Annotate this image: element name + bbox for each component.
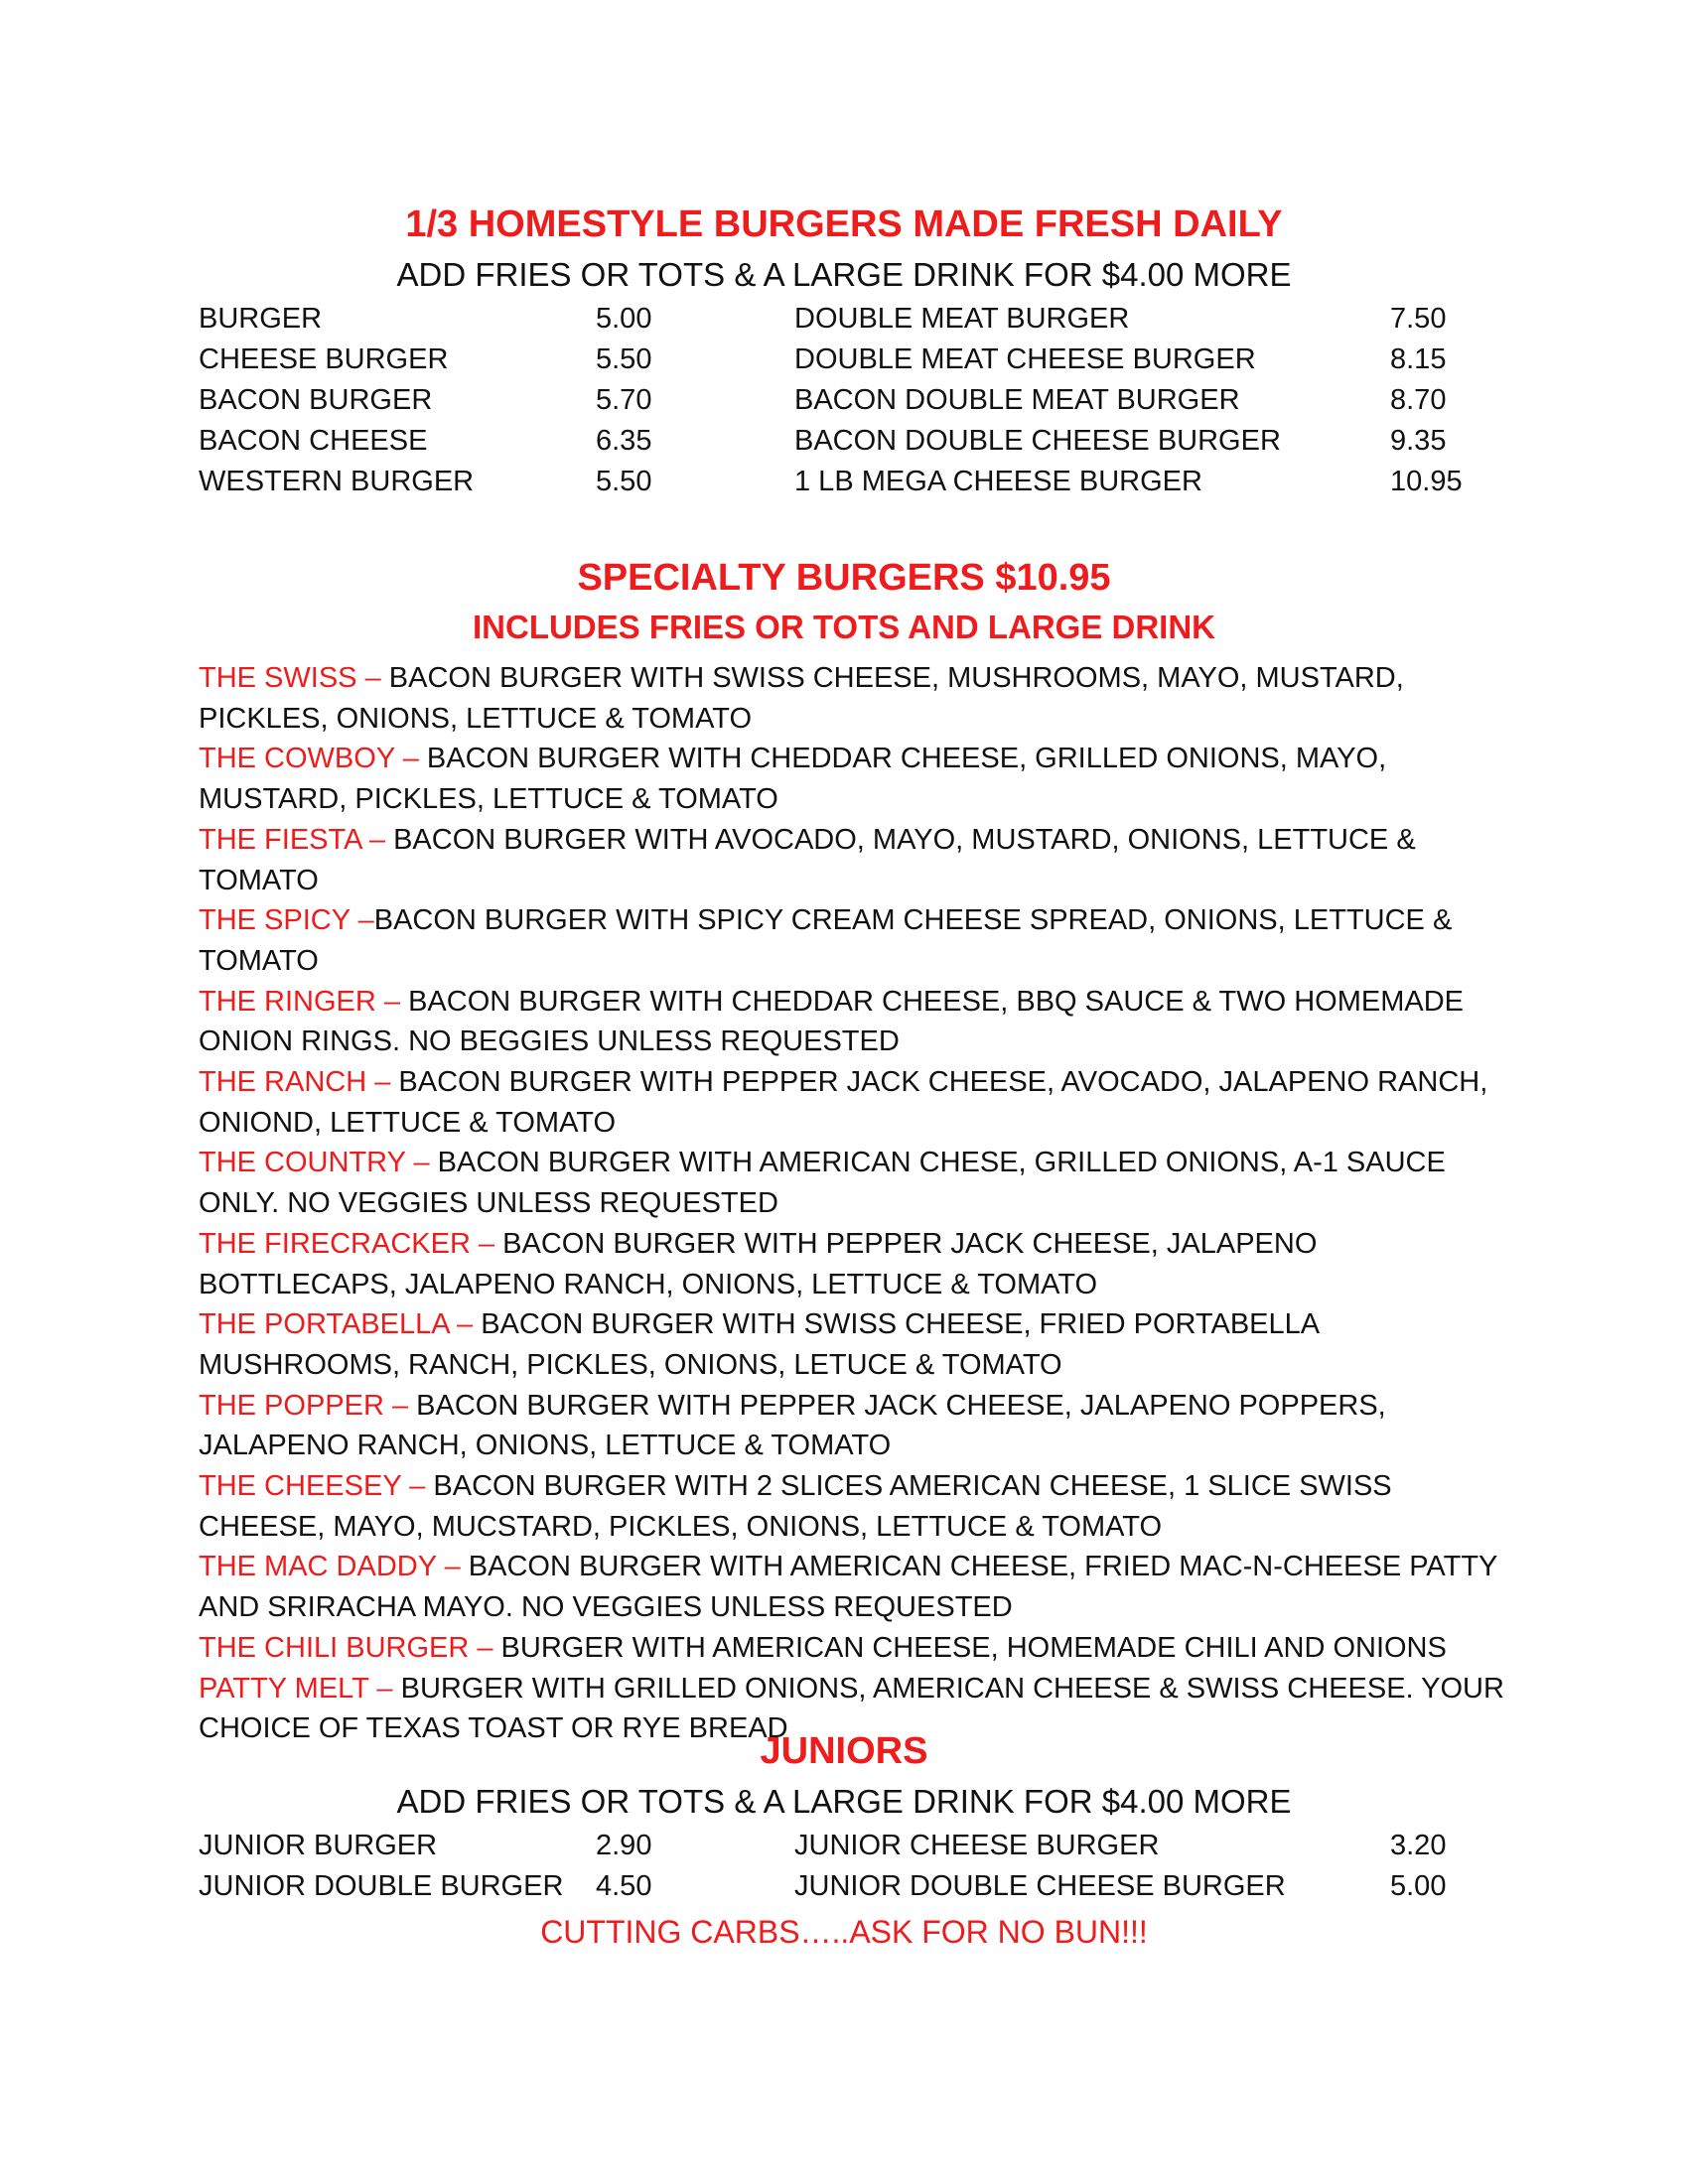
specialty-item-desc: BACON BURGER WITH PEPPER JACK CHEESE, JALAPENO BOTTLECAPS, JALAPENO RANCH, ONIONS, LETTUCE & TOMATO	[199, 1227, 1318, 1300]
specialty-item-name: THE FIRECRACKER –	[199, 1227, 495, 1260]
item-price: 10.95	[1390, 466, 1463, 497]
specialty-item	[199, 1386, 1509, 1466]
specialty-item-desc: BACON BURGER WITH PEPPER JACK CHEESE, JALAPENO POPPERS, JALAPENO RANCH, ONIONS, LETTUCE & TOMATO	[199, 1389, 1386, 1462]
specialty-item	[199, 1062, 1509, 1143]
item-price: 5.00	[596, 303, 652, 335]
item-price: 8.15	[1390, 343, 1447, 375]
item-name: JUNIOR CHEESE BURGER	[794, 1830, 1160, 1861]
specialty-item-desc: BACON BURGER WITH AVOCADO, MAYO, MUSTARD, ONIONS, LETTUCE & TOMATO	[199, 823, 1416, 896]
item-price: 4.50	[596, 1870, 652, 1902]
specialty-item-desc: BACON BURGER WITH SWISS CHEESE, FRIED PORTABELLA MUSHROOMS, RANCH, PICKLES, ONIONS, LETUCE & TOMATO	[199, 1308, 1319, 1381]
specialty-item-name: THE RANCH –	[199, 1066, 391, 1099]
item-name: WESTERN BURGER	[199, 466, 475, 497]
price-row	[0, 421, 1688, 462]
juniors-subtitle: ADD FRIES OR TOTS & A LARGE DRINK FOR $4.00 MORE	[396, 1783, 1292, 1820]
item-name: CHEESE BURGER	[199, 343, 449, 375]
specialty-item	[199, 820, 1509, 900]
specialty-item-name: THE POPPER –	[199, 1389, 409, 1422]
specialty-item	[199, 1143, 1509, 1223]
specialty-item	[199, 1628, 1509, 1669]
price-row	[0, 340, 1688, 380]
price-row	[0, 380, 1688, 421]
specialty-item-desc: BACON BURGER WITH AMERICAN CHESE, GRILLED ONIONS, A-1 SAUCE ONLY. NO VEGGIES UNLESS REQUESTED	[199, 1147, 1446, 1220]
specialty-item-desc: BACON BURGER WITH AMERICAN CHEESE, FRIED MAC-N-CHEESE PATTY AND SRIRACHA MAYO. NO VEGGIES UNLESS REQUESTED	[199, 1551, 1497, 1624]
item-name: JUNIOR BURGER	[199, 1830, 438, 1861]
item-name: BACON DOUBLE CHEESE BURGER	[794, 425, 1281, 457]
specialty-subtitle: INCLUDES FRIES OR TOTS AND LARGE DRINK	[472, 609, 1216, 645]
item-name: 1 LB MEGA CHEESE BURGER	[794, 466, 1202, 497]
specialty-item	[199, 739, 1509, 819]
specialty-item-desc: BURGER WITH GRILLED ONIONS, AMERICAN CHEESE & SWISS CHEESE. YOUR CHOICE OF TEXAS TOAST OR RYE BREAD	[199, 1672, 1504, 1745]
price-row	[0, 462, 1688, 502]
item-price: 2.90	[596, 1830, 652, 1861]
item-price: 7.50	[1390, 303, 1447, 335]
specialty-item	[199, 1547, 1509, 1627]
item-name: BACON CHEESE	[199, 425, 428, 457]
specialty-item-desc: BACON BURGER WITH 2 SLICES AMERICAN CHEESE, 1 SLICE SWISS CHEESE, MAYO, MUCSTARD, PICKLES, ONIONS, LETTUCE & TOMATO	[199, 1470, 1392, 1543]
specialty-title: SPECIALTY BURGERS $10.95	[577, 557, 1111, 599]
specialty-item	[199, 1466, 1509, 1547]
specialty-item-desc: BURGER WITH AMERICAN CHEESE, HOMEMADE CHILI AND ONIONS	[492, 1631, 1447, 1664]
burgers-subtitle: ADD FRIES OR TOTS & A LARGE DRINK FOR $4.00 MORE	[396, 256, 1292, 293]
specialty-item-name: THE CHEESEY –	[199, 1470, 426, 1503]
specialty-item-desc: BACON BURGER WITH SWISS CHEESE, MUSHROOMS, MAYO, MUSTARD, PICKLES, ONIONS, LETTUCE & TOMATO	[199, 662, 1404, 735]
item-price: 8.70	[1390, 384, 1447, 416]
item-name: DOUBLE MEAT BURGER	[794, 303, 1130, 335]
specialty-item-desc: BACON BURGER WITH CHEDDAR CHEESE, GRILLED ONIONS, MAYO, MUSTARD, PICKLES, LETTUCE & TOMATO	[199, 743, 1387, 816]
specialty-item	[199, 658, 1509, 739]
item-price: 5.50	[596, 343, 652, 375]
specialty-item-desc: BACON BURGER WITH SPICY CREAM CHEESE SPREAD, ONIONS, LETTUCE & TOMATO	[199, 904, 1453, 977]
specialty-item-name: THE FIESTA –	[199, 823, 386, 856]
specialty-item-desc: BACON BURGER WITH CHEDDAR CHEESE, BBQ SAUCE & TWO HOMEMADE ONION RINGS. NO BEGGIES UNLESS REQUESTED	[199, 985, 1465, 1058]
item-name: JUNIOR DOUBLE CHEESE BURGER	[794, 1870, 1286, 1902]
item-name: JUNIOR DOUBLE BURGER	[199, 1870, 564, 1902]
specialty-item-desc: BACON BURGER WITH PEPPER JACK CHEESE, AVOCADO, JALAPENO RANCH, ONIOND, LETTUCE & TOMATO	[199, 1066, 1488, 1139]
burgers-price-table	[0, 299, 1688, 502]
specialty-item-name: THE PORTABELLA –	[199, 1308, 474, 1341]
specialty-item	[199, 900, 1509, 981]
juniors-title: JUNIORS	[760, 1730, 928, 1772]
price-row	[0, 299, 1688, 340]
price-row	[0, 1866, 1688, 1907]
specialty-item	[199, 982, 1509, 1062]
specialty-item-name: THE RINGER –	[199, 985, 401, 1018]
item-name: DOUBLE MEAT CHEESE BURGER	[794, 343, 1256, 375]
specialty-item-name: THE SPICY –	[199, 904, 374, 937]
specialty-item	[199, 1304, 1509, 1385]
price-row	[0, 1826, 1688, 1866]
specialty-item-name: PATTY MELT –	[199, 1672, 393, 1705]
item-name: BURGER	[199, 303, 323, 335]
specialty-item-name: THE CHILI BURGER –	[199, 1631, 493, 1664]
item-price: 6.35	[596, 425, 652, 457]
juniors-price-table	[0, 1826, 1688, 1907]
item-price: 5.00	[1390, 1870, 1447, 1902]
specialty-item-name: THE COWBOY –	[199, 743, 419, 775]
specialty-item	[199, 1224, 1509, 1304]
item-price: 9.35	[1390, 425, 1447, 457]
specialty-item-name: THE SWISS –	[199, 662, 381, 694]
specialty-item-name: THE COUNTRY –	[199, 1147, 430, 1179]
specialty-item-name: THE MAC DADDY –	[199, 1551, 461, 1583]
item-name: BACON DOUBLE MEAT BURGER	[794, 384, 1240, 416]
item-price: 3.20	[1390, 1830, 1447, 1861]
item-name: BACON BURGER	[199, 384, 433, 416]
item-price: 5.70	[596, 384, 652, 416]
specialty-list	[199, 658, 1509, 1749]
no-bun-tagline: CUTTING CARBS…..ASK FOR NO BUN!!!	[540, 1914, 1148, 1950]
burgers-title: 1/3 HOMESTYLE BURGERS MADE FRESH DAILY	[405, 204, 1283, 245]
item-price: 5.50	[596, 466, 652, 497]
